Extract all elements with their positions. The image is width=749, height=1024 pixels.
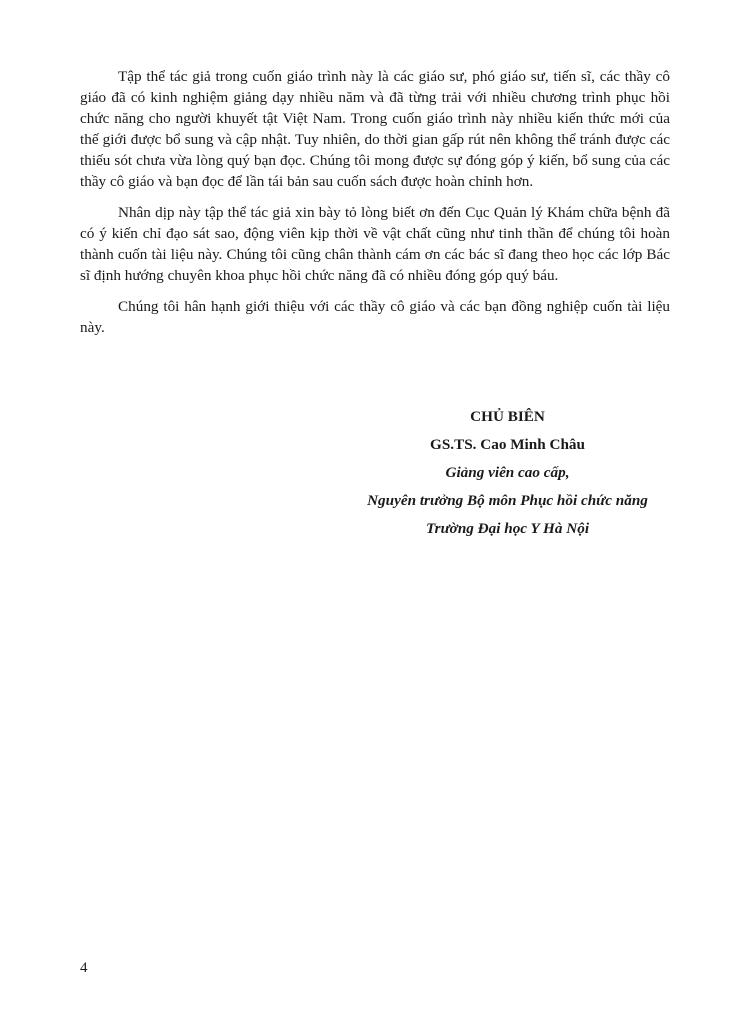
signature-block (330, 403, 685, 543)
signature-institution: Trường Đại học Y Hà Nội (425, 520, 590, 537)
signature-position: Giảng viên cao cấp, (445, 464, 570, 481)
paragraph-introduction: Chúng tôi hân hạnh giới thiệu với các thầy cô giáo và các bạn đồng nghiệp cuốn tài liệu này. (80, 298, 670, 336)
paragraph-acknowledgement: Nhân dịp này tập thể tác giả xin bày tỏ lòng biết ơn đến Cục Quản lý Khám chữa bệnh đã có ý kiến chỉ đạo sát sao, động viên kịp thời về vật chất cũng như tinh thần để chúng tôi hoàn thành cuốn tài liệu này. Chúng tôi cũng chân thành cám ơn các bác sĩ đang theo học các lớp Bác sĩ định hướng chuyên khoa phục hồi chức năng đã có nhiều đóng góp quý báu. (80, 204, 670, 284)
paragraph-authors: Tập thể tác giả trong cuốn giáo trình này là các giáo sư, phó giáo sư, tiến sĩ, các thầy cô giáo đã có kinh nghiệm giảng dạy nhiều năm và đã từng trải với nhiều chương trình phục hồi chức năng cho người khuyết tật Việt Nam. Trong cuốn giáo trình này nhiều kiến thức mới của thế giới được bổ sung và cập nhật. Tuy nhiên, do thời gian gấp rút nên không thể tránh được các thiếu sót chưa vừa lòng quý bạn đọc. Chúng tôi mong được sự đóng góp ý kiến, bổ sung của các thầy cô giáo và bạn đọc để lần tái bản sau cuốn sách được hoàn chỉnh hơn. (80, 68, 670, 190)
signature-title: CHỦ BIÊN (470, 408, 545, 425)
signature-name: GS.TS. Cao Minh Châu (430, 436, 585, 453)
signature-former-position: Nguyên trưởng Bộ môn Phục hồi chức năng (367, 492, 648, 509)
body-text (80, 66, 670, 348)
page-number: 4 (80, 960, 88, 976)
